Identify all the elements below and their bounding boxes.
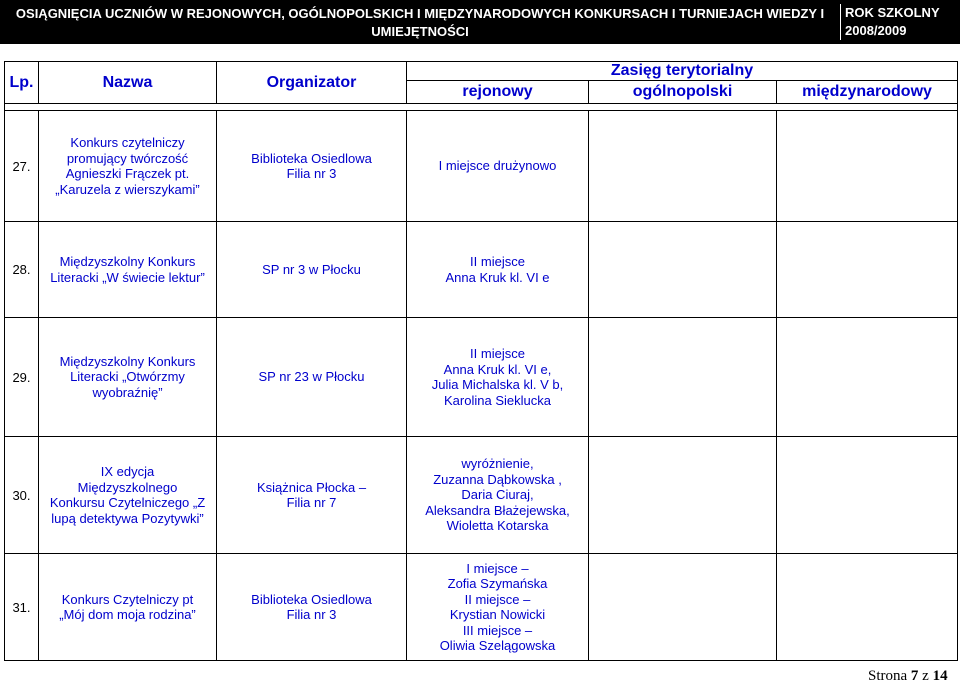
cell-lp: 31. — [5, 554, 39, 661]
banner-divider — [840, 4, 841, 40]
cell-rejonowy — [407, 318, 589, 437]
cell-nazwa-line: lupą detektywa Pozytywki” — [51, 510, 204, 526]
cell-nazwa-line: Konkurs Czytelniczy pt — [61, 591, 194, 607]
cell-nazwa-line: promujący twórczość — [66, 150, 189, 166]
table-row — [5, 222, 958, 318]
header-rejonowy: rejonowy — [407, 81, 589, 104]
cell-rejonowy-line: I miejsce drużynowo — [438, 158, 557, 174]
cell-rejonowy — [407, 222, 589, 318]
cell-organizator-line: SP nr 3 w Płocku — [262, 261, 361, 277]
cell-nazwa — [39, 222, 217, 318]
cell-nazwa — [39, 318, 217, 437]
cell-lp: 30. — [5, 437, 39, 554]
cell-miedzynarodowy — [777, 437, 958, 554]
cell-rejonowy-line: II miejsce – — [464, 591, 531, 607]
cell-organizator-line: Filia nr 7 — [286, 495, 337, 510]
footer-strona-label: Strona — [868, 668, 908, 684]
cell-nazwa-line: Międzyszkolny Konkurs — [59, 353, 196, 369]
cell-nazwa-line: „Mój dom moja rodzina” — [59, 607, 196, 622]
school-year-label: ROK SZKOLNY — [845, 5, 940, 20]
cell-rejonowy-line: Zofia Szymańska — [447, 576, 548, 591]
cell-rejonowy-line: II miejsce — [470, 346, 525, 361]
footer-total-pages: 14 — [932, 668, 948, 684]
cell-rejonowy-line: Oliwia Szelągowska — [439, 638, 556, 653]
header-lp: Lp. — [5, 62, 39, 104]
cell-rejonowy-line: Anna Kruk kl. VI e, — [443, 361, 552, 377]
cell-rejonowy-line: Anna Kruk kl. VI e — [445, 269, 550, 285]
footer-z-label: z — [922, 668, 929, 684]
cell-nazwa-line: Międzyszkolny Konkurs — [59, 254, 196, 269]
cell-rejonowy — [407, 437, 589, 554]
cell-organizator-line: SP nr 23 w Płocku — [258, 369, 365, 385]
cell-ogolnopolski — [589, 437, 777, 554]
cell-rejonowy-line: Julia Michalska kl. V b, — [431, 377, 564, 392]
footer-page-number: 7 — [910, 668, 919, 684]
table-row — [5, 111, 958, 222]
table-row — [5, 437, 958, 554]
cell-nazwa-line: wyobraźnię” — [92, 384, 163, 400]
header-separator-row — [5, 104, 958, 111]
cell-organizator-line: Biblioteka Osiedlowa — [251, 591, 372, 607]
cell-nazwa-line: Konkursu Czytelniczego „Z — [49, 495, 206, 510]
cell-miedzynarodowy — [777, 111, 958, 222]
cell-organizator-line: Biblioteka Osiedlowa — [251, 150, 372, 166]
banner-school-year — [845, 0, 960, 44]
cell-rejonowy-line: II miejsce — [470, 254, 525, 269]
cell-organizator-line: Książnica Płocka – — [256, 479, 367, 495]
cell-ogolnopolski — [589, 554, 777, 661]
header-miedzynarodowy: międzynarodowy — [777, 81, 958, 104]
cell-lp: 28. — [5, 222, 39, 318]
cell-rejonowy — [407, 111, 589, 222]
cell-nazwa-line: Agnieszki Frączek pt. — [65, 166, 190, 181]
cell-rejonowy-line: I miejsce – — [466, 560, 529, 576]
cell-rejonowy-line: wyróżnienie, — [461, 456, 534, 472]
cell-rejonowy — [407, 554, 589, 661]
header-zasieg: Zasięg terytorialny — [407, 62, 958, 81]
cell-rejonowy-line: Krystian Nowicki — [449, 607, 546, 622]
header-organizator: Organizator — [217, 62, 407, 104]
cell-lp: 29. — [5, 318, 39, 437]
cell-organizator — [217, 437, 407, 554]
table-row — [5, 554, 958, 661]
school-year-value: 2008/2009 — [845, 23, 907, 38]
cell-organizator — [217, 111, 407, 222]
cell-nazwa-line: „Karuzela z wierszykami” — [55, 181, 200, 197]
cell-organizator — [217, 318, 407, 437]
cell-lp: 27. — [5, 111, 39, 222]
cell-ogolnopolski — [589, 222, 777, 318]
cell-rejonowy-line: Wioletta Kotarska — [446, 518, 549, 534]
cell-nazwa-line: Konkurs czytelniczy — [70, 135, 185, 150]
table-header — [5, 62, 958, 104]
cell-organizator-line: Filia nr 3 — [286, 607, 337, 622]
document-banner — [0, 0, 960, 44]
cell-ogolnopolski — [589, 111, 777, 222]
cell-miedzynarodowy — [777, 318, 958, 437]
table-row — [5, 318, 958, 437]
page-footer — [868, 668, 948, 685]
table-body — [5, 104, 958, 661]
cell-nazwa-line: Międzyszkolnego — [77, 479, 178, 495]
cell-nazwa-line: IX edycja — [100, 464, 155, 479]
cell-nazwa-line: Literacki „Otwórzmy — [70, 369, 185, 385]
cell-ogolnopolski — [589, 318, 777, 437]
cell-rejonowy-line: Aleksandra Błażejewska, — [425, 502, 570, 518]
cell-rejonowy-line: III miejsce – — [462, 622, 533, 638]
banner-title: OSIĄGNIĘCIA UCZNIÓW W REJONOWYCH, OGÓLNOPOLSKICH I MIĘDZYNARODOWYCH KONKURSACH I TURNIEJACH WIEDZY I UMIEJĘTNOŚCI — [15, 6, 825, 39]
cell-miedzynarodowy — [777, 222, 958, 318]
cell-nazwa — [39, 437, 217, 554]
cell-miedzynarodowy — [777, 554, 958, 661]
cell-rejonowy-line: Daria Ciuraj, — [461, 487, 534, 503]
cell-rejonowy-line: Zuzanna Dąbkowska , — [433, 471, 562, 487]
cell-rejonowy-line: Karolina Sieklucka — [444, 392, 551, 408]
cell-organizator — [217, 222, 407, 318]
cell-organizator-line: Filia nr 3 — [286, 166, 337, 181]
cell-organizator — [217, 554, 407, 661]
cell-nazwa-line: Literacki „W świecie lektur” — [50, 269, 205, 285]
achievements-table — [4, 61, 958, 661]
header-nazwa: Nazwa — [39, 62, 217, 104]
cell-nazwa — [39, 554, 217, 661]
cell-nazwa — [39, 111, 217, 222]
header-ogolnopolski: ogólnopolski — [589, 81, 777, 104]
